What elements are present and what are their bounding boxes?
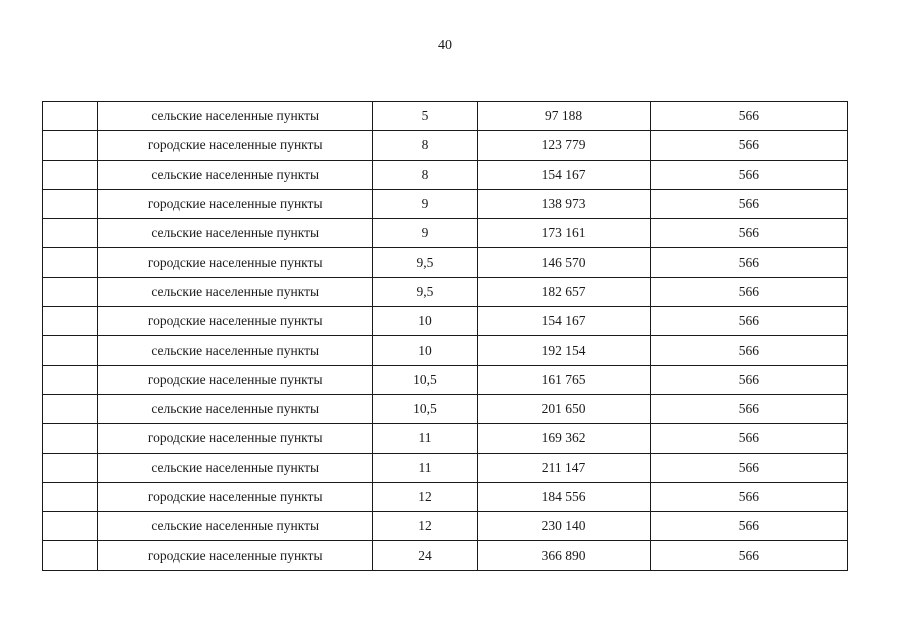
value-cell: 9,5 [373,248,477,277]
empty-cell [43,512,98,541]
table-row [43,336,848,365]
empty-cell [43,453,98,482]
table-row [43,160,848,189]
empty-cell [43,365,98,394]
table-row [43,131,848,160]
data-table [42,101,848,571]
settlement-type-cell: сельские населенные пункты [98,512,373,541]
amount-cell: 97 188 [477,102,650,131]
settlement-type-cell: сельские населенные пункты [98,336,373,365]
settlement-type-cell: городские населенные пункты [98,307,373,336]
amount-cell: 184 556 [477,482,650,511]
code-cell: 566 [650,541,847,570]
empty-cell [43,219,98,248]
empty-cell [43,277,98,306]
table-row [43,219,848,248]
settlement-type-cell: городские населенные пункты [98,365,373,394]
value-cell: 5 [373,102,477,131]
value-cell: 24 [373,541,477,570]
settlement-type-cell: сельские населенные пункты [98,453,373,482]
value-cell: 10,5 [373,394,477,423]
amount-cell: 201 650 [477,394,650,423]
value-cell: 9 [373,219,477,248]
page-number: 40 [438,38,452,53]
code-cell: 566 [650,277,847,306]
amount-cell: 146 570 [477,248,650,277]
empty-cell [43,248,98,277]
value-cell: 8 [373,131,477,160]
settlement-type-cell: городские населенные пункты [98,131,373,160]
table-body [43,102,848,571]
empty-cell [43,336,98,365]
settlement-type-cell: городские населенные пункты [98,482,373,511]
settlement-type-cell: сельские населенные пункты [98,219,373,248]
settlement-type-cell: городские населенные пункты [98,424,373,453]
table-row [43,541,848,570]
empty-cell [43,307,98,336]
table-row [43,453,848,482]
amount-cell: 173 161 [477,219,650,248]
code-cell: 566 [650,365,847,394]
code-cell: 566 [650,219,847,248]
empty-cell [43,131,98,160]
table-row [43,307,848,336]
settlement-type-cell: сельские населенные пункты [98,160,373,189]
empty-cell [43,424,98,453]
code-cell: 566 [650,424,847,453]
empty-cell [43,541,98,570]
code-cell: 566 [650,102,847,131]
code-cell: 566 [650,512,847,541]
code-cell: 566 [650,307,847,336]
value-cell: 12 [373,482,477,511]
settlement-type-cell: сельские населенные пункты [98,102,373,131]
table-row [43,102,848,131]
table-row [43,482,848,511]
amount-cell: 211 147 [477,453,650,482]
amount-cell: 182 657 [477,277,650,306]
empty-cell [43,394,98,423]
amount-cell: 154 167 [477,307,650,336]
amount-cell: 138 973 [477,189,650,218]
code-cell: 566 [650,394,847,423]
amount-cell: 161 765 [477,365,650,394]
value-cell: 10 [373,336,477,365]
settlement-type-cell: сельские населенные пункты [98,394,373,423]
settlement-type-cell: городские населенные пункты [98,541,373,570]
code-cell: 566 [650,131,847,160]
value-cell: 11 [373,453,477,482]
amount-cell: 366 890 [477,541,650,570]
code-cell: 566 [650,482,847,511]
table-row [43,277,848,306]
amount-cell: 154 167 [477,160,650,189]
table-row [43,365,848,394]
code-cell: 566 [650,248,847,277]
code-cell: 566 [650,336,847,365]
value-cell: 12 [373,512,477,541]
code-cell: 566 [650,189,847,218]
value-cell: 11 [373,424,477,453]
value-cell: 9 [373,189,477,218]
amount-cell: 123 779 [477,131,650,160]
empty-cell [43,102,98,131]
empty-cell [43,482,98,511]
table-row [43,424,848,453]
code-cell: 566 [650,160,847,189]
amount-cell: 230 140 [477,512,650,541]
amount-cell: 192 154 [477,336,650,365]
value-cell: 10 [373,307,477,336]
code-cell: 566 [650,453,847,482]
table-row [43,248,848,277]
table-row [43,512,848,541]
table-row [43,394,848,423]
amount-cell: 169 362 [477,424,650,453]
empty-cell [43,160,98,189]
settlement-type-cell: сельские населенные пункты [98,277,373,306]
empty-cell [43,189,98,218]
settlement-type-cell: городские населенные пункты [98,248,373,277]
table-row [43,189,848,218]
value-cell: 10,5 [373,365,477,394]
settlement-type-cell: городские населенные пункты [98,189,373,218]
value-cell: 9,5 [373,277,477,306]
value-cell: 8 [373,160,477,189]
